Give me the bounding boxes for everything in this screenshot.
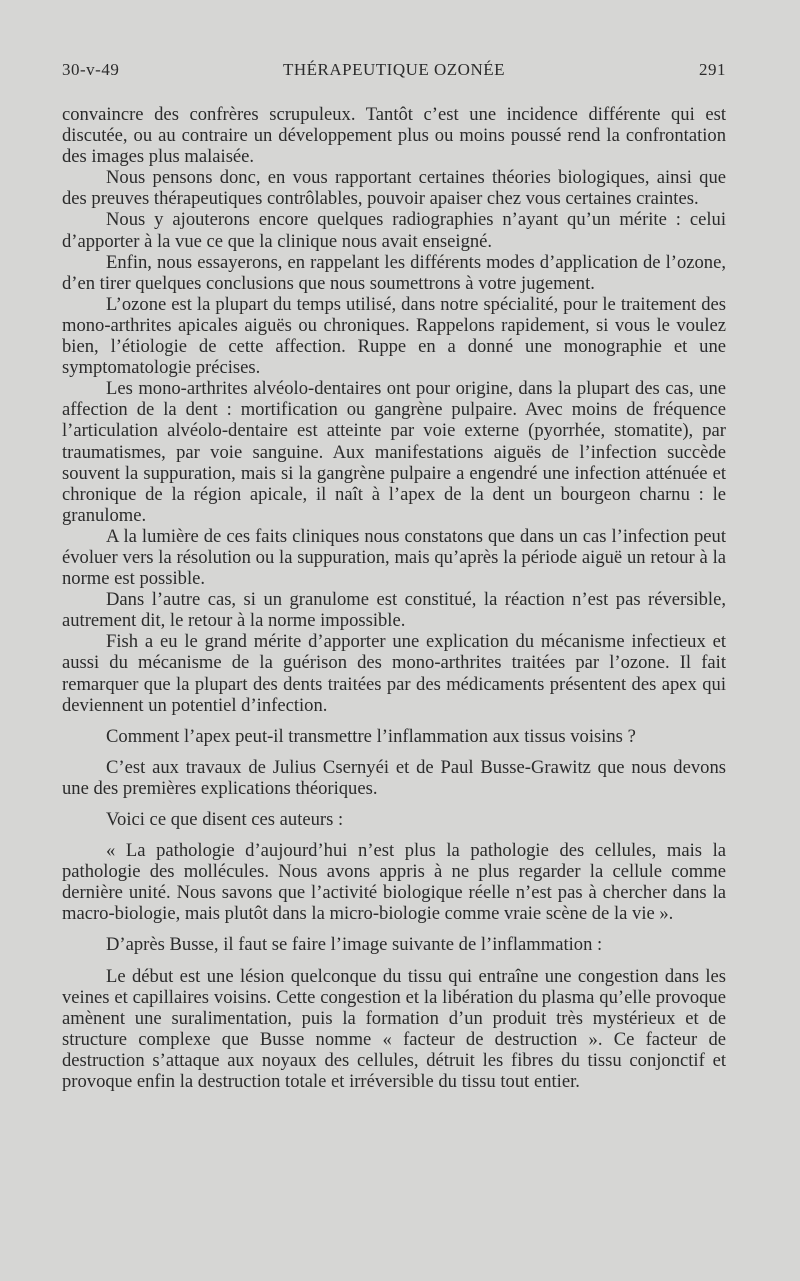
paragraph: Les mono-arthrites alvéolo-dentaires ont pour origine, dans la plupart des cas, une affection de la dent : mortification ou gangrène pulpaire. Avec moins de fréquence l’articulation alvéolo-dentaire est atteinte par voie externe (pyorrhée, stomatite), par traumatismes, par voie sanguine. Aux manifestations aiguës de l’infection succède souvent la suppuration, mais si la gangrène pulpaire a engendré une infection atténuée et chronique de la région apicale, il naît à l’apex de la dent un bourgeon charnu : le granulome. xyxy=(62,378,726,526)
paragraph: L’ozone est la plupart du temps utilisé, dans notre spécialité, pour le traitement des mono-arthrites apicales aiguës ou chroniques. Rappelons rapidement, si vous le voulez bien, l’étiologie de cette affection. Ruppe en a donné une monographie et une symptomatologie précises. xyxy=(62,293,726,379)
paragraph: Enfin, nous essayerons, en rappelant les différents modes d’application de l’ozone, d’en tirer quelques conclusions que nous soumettrons à votre jugement. xyxy=(62,251,726,294)
paragraph: convaincre des confrères scrupuleux. Tantôt c’est une incidence différente qui est discutée, ou au contraire un développement plus ou moins poussé rend la confrontation des images plus malaisée. xyxy=(62,104,726,168)
paragraph: A la lumière de ces faits cliniques nous constatons que dans un cas l’infection peut évoluer vers la résolution ou la suppuration, mais qu’après la période aiguë un retour à la norme est possible. xyxy=(62,525,726,590)
paragraph: Dans l’autre cas, si un granulome est constitué, la réaction n’est pas réversible, autrement dit, le retour à la norme impossible. xyxy=(62,589,726,632)
paragraph: Nous pensons donc, en vous rapportant certaines théories biologiques, ainsi que des preuves thérapeutiques contrôlables, pouvoir apaiser chez vous certaines craintes. xyxy=(62,167,726,210)
quotation-paragraph: « La pathologie d’aujourd’hui n’est plus la pathologie des cellules, mais la pathologie des mollécules. Nous avons appris à ne plus regarder la cellule comme dernière unité. Nous savons que l’activité biologique réelle n’est pas à chercher dans la macro-biologie, mais plutôt dans la micro-biologie comme vraie scène de la vie ». xyxy=(62,840,726,925)
paragraph: C’est aux travaux de Julius Csernyéi et de Paul Busse-Grawitz que nous devons une des premières explications théoriques. xyxy=(62,756,726,799)
paragraph: Nous y ajouterons encore quelques radiographies n’ayant qu’un mérite : celui d’apporter à la vue ce que la clinique nous avait enseigné. xyxy=(62,209,726,252)
header-title: THÉRAPEUTIQUE OZONÉE xyxy=(283,60,505,79)
paragraph: Comment l’apex peut-il transmettre l’inflammation aux tissus voisins ? xyxy=(106,725,636,747)
running-header xyxy=(62,60,726,84)
paragraph: Fish a eu le grand mérite d’apporter une explication du mécanisme infectieux et aussi du mécanisme de la guérison des mono-arthrites traitées par l’ozone. Il fait remarquer que la plupart des dents traitées par des médicaments présentent des apex qui deviennent un potentiel d’infection. xyxy=(62,631,726,716)
paragraph: Le début est une lésion quelconque du tissu qui entraîne une congestion dans les veines et capillaires voisins. Cette congestion et la libération du plasma qu’elle provoque amènent une suralimentation, puis la formation d’un produit très mystérieux et de structure complexe que Busse nomme « facteur de destruction ». Ce facteur de destruction s’attaque aux noyaux des cellules, détruit les fibres du tissu conjonctif et provoque enfin la destruction totale et irréversible du tissu tout entier. xyxy=(62,965,726,1093)
body-text xyxy=(62,104,726,1092)
header-date: 30-v-49 xyxy=(62,60,120,79)
page-number: 291 xyxy=(699,60,726,79)
paragraph: Voici ce que disent ces auteurs : xyxy=(106,809,344,830)
paragraph: D’après Busse, il faut se faire l’image suivante de l’inflammation : xyxy=(106,934,603,956)
